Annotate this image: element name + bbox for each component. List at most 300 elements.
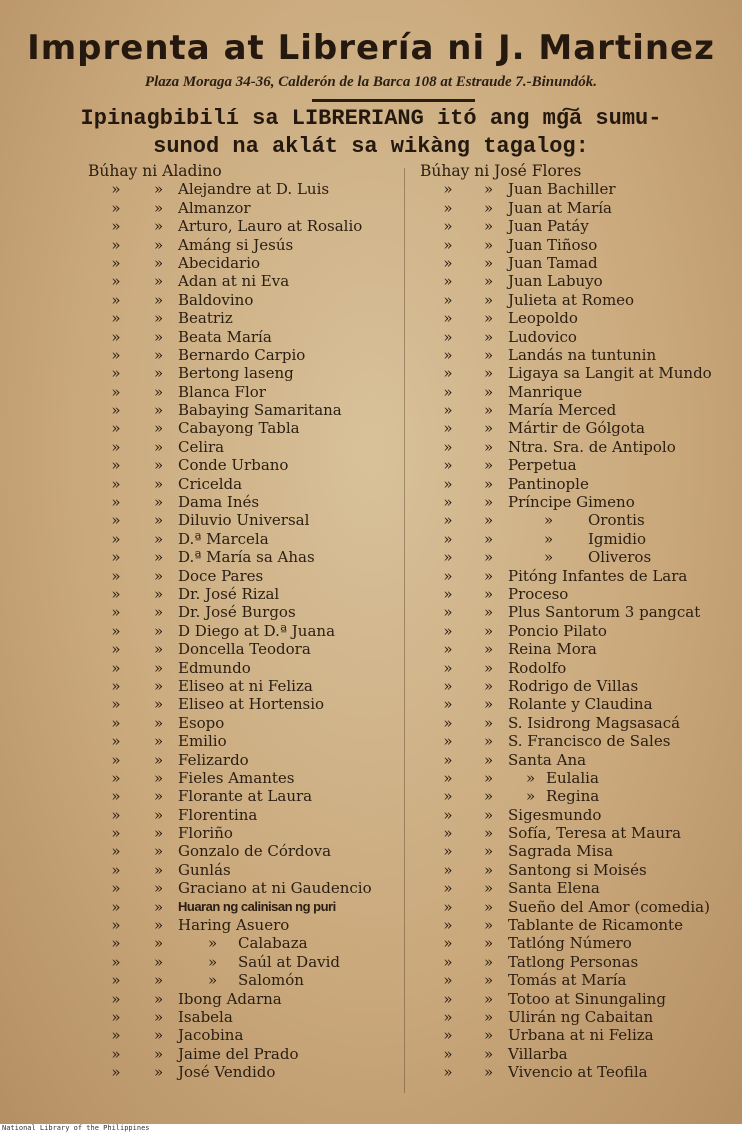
book-title: Igmidio [588,529,646,548]
book-entry [88,438,400,456]
book-title: Amáng si Jesús [178,235,294,254]
ditto-mark: » [111,989,121,1008]
book-title: Huaran ng calinisan ng puri [178,898,336,914]
ditto-mark: » [111,676,121,695]
ditto-mark: » [443,603,453,622]
book-title: Doce Pares [178,566,264,585]
book-title: Conde Urbano [178,456,289,475]
book-entry [88,346,400,364]
ditto-mark: » [443,916,453,935]
ditto-mark: » [111,971,121,990]
book-entry [420,419,740,437]
ditto-mark: » [484,419,494,438]
book-title: Juan Tiñoso [508,235,598,254]
ditto-mark: » [154,180,164,199]
ditto-mark: » [484,382,494,401]
book-entry [420,971,740,989]
ditto-mark: » [484,860,494,879]
ditto-mark: » [443,860,453,879]
book-title: Eliseo at Hortensio [178,695,325,714]
book-entry [88,842,400,860]
ditto-mark: » [154,198,164,217]
book-entry [420,236,740,254]
book-title: Sagrada Misa [508,842,614,861]
book-entry [88,236,400,254]
book-entry [420,695,740,713]
book-entry [420,217,740,235]
book-title: Dr. José Burgos [178,603,296,622]
book-entry [420,622,740,640]
ditto-mark: » [443,1063,453,1082]
book-entry [88,695,400,713]
book-entry [88,567,400,585]
book-entry [420,585,740,603]
ditto-mark: » [111,768,121,787]
ditto-mark: » [443,713,453,732]
ditto-mark: » [111,824,121,843]
ditto-mark: » [443,217,453,236]
ditto-mark: » [484,621,494,640]
ditto-mark: » [484,1044,494,1063]
ditto-mark: » [443,511,453,530]
book-title: Tomás at María [508,971,627,990]
ditto-mark: » [111,235,121,254]
book-entry [420,732,740,750]
ditto-mark: » [111,695,121,714]
book-title: Tatlong Personas [508,952,639,971]
book-title: Mártir de Gólgota [508,419,645,438]
ditto-mark: » [443,842,453,861]
book-title: Beatriz [178,309,233,328]
ditto-mark: » [484,934,494,953]
ditto-mark: » [111,290,121,309]
book-entry [420,383,740,401]
ditto-mark: » [154,934,164,953]
book-entry [88,769,400,787]
book-title: Plus Santorum 3 pangcat [508,603,701,622]
book-title: S. Isidrong Magsasacá [508,713,681,732]
ditto-mark: » [484,916,494,935]
book-entry [88,456,400,474]
book-entry [88,751,400,769]
ditto-mark: » [443,952,453,971]
book-title: Abecidario [178,253,261,272]
book-title: Manrique [508,382,583,401]
ditto-mark: » [154,676,164,695]
book-entry [420,1008,740,1026]
ditto-mark: » [443,345,453,364]
book-title: Santa Ana [508,750,587,769]
ditto-mark: » [208,971,218,990]
ditto-mark: » [484,695,494,714]
ditto-mark: » [484,879,494,898]
book-title: Juan Tamad [508,253,598,272]
book-entry [88,419,400,437]
book-entry [88,1063,400,1081]
ditto-mark: » [443,787,453,806]
ditto-mark: » [154,235,164,254]
book-title: Cricelda [178,474,243,493]
book-entry [420,291,740,309]
ditto-mark: » [484,750,494,769]
book-title: Reina Mora [508,640,597,659]
ditto-mark: » [484,787,494,806]
book-sub-entry [420,548,740,566]
book-entry [420,456,740,474]
ditto-mark: » [443,897,453,916]
ditto-mark: » [484,584,494,603]
book-entry [420,916,740,934]
ditto-mark: » [154,493,164,512]
footer-credit-text: National Library of the Philippines [2,1124,150,1132]
book-entry [420,438,740,456]
ditto-mark: » [154,456,164,475]
book-entry [420,640,740,658]
ditto-mark: » [484,327,494,346]
book-title: Beata María [178,327,272,346]
list-heading [420,162,740,180]
ditto-mark: » [443,382,453,401]
ditto-mark: » [484,1007,494,1026]
ditto-mark: » [154,640,164,659]
book-title: María Merced [508,401,617,420]
ditto-mark: » [154,1044,164,1063]
ditto-mark: » [208,934,218,953]
ditto-mark: » [111,713,121,732]
book-sub-entry [88,971,400,989]
ditto-mark: » [154,971,164,990]
book-entry [420,824,740,842]
book-title: Florentina [178,805,258,824]
ditto-mark: » [484,493,494,512]
intro-line-1: Ipinagbibilí sa LIBRERIANG itó ang mg͠a sumu- [80,106,662,131]
book-entry [88,401,400,419]
book-title: Adan at ni Eva [178,272,290,291]
ditto-mark: » [484,1026,494,1045]
book-title: D.ª Marcela [178,529,269,548]
book-title: Esopo [178,713,225,732]
ditto-mark: » [154,290,164,309]
ditto-mark: » [443,493,453,512]
book-entry [420,475,740,493]
book-title: Landás na tuntunin [508,345,657,364]
book-entry [88,640,400,658]
book-title: Calabaza [238,934,308,953]
book-entry [420,879,740,897]
book-entry [88,677,400,695]
book-title: Almanzor [178,198,251,217]
book-title: Diluvio Universal [178,511,310,530]
ditto-mark: » [111,787,121,806]
ditto-mark: » [154,713,164,732]
book-entry [88,309,400,327]
book-entry [88,475,400,493]
ditto-mark: » [443,309,453,328]
book-title: Eliseo at ni Feliza [178,676,313,695]
book-entry [420,934,740,952]
book-entry [420,346,740,364]
book-title: Regina [546,787,600,806]
ditto-mark: » [484,603,494,622]
book-entry [88,217,400,235]
book-title: Felizardo [178,750,249,769]
ditto-mark: » [484,768,494,787]
book-sub-entry [420,511,740,529]
ditto-mark: » [443,989,453,1008]
book-title: Graciano at ni Gaudencio [178,879,372,898]
ditto-mark: » [154,879,164,898]
ditto-mark: » [111,584,121,603]
book-title: Baldovino [178,290,254,309]
book-entry [420,603,740,621]
book-entry [88,990,400,1008]
book-entry [88,254,400,272]
book-title: Florante at Laura [178,787,313,806]
ditto-mark: » [443,364,453,383]
ditto-mark: » [484,529,494,548]
book-title: Tablante de Ricamonte [508,916,683,935]
book-title: Julieta at Romeo [508,290,635,309]
ditto-mark: » [484,456,494,475]
ditto-mark: » [484,309,494,328]
ditto-mark: » [443,566,453,585]
book-title: Sigesmundo [508,805,602,824]
ditto-mark: » [154,382,164,401]
book-entry [420,1063,740,1081]
ditto-mark: » [484,805,494,824]
right-book-list [420,162,740,1082]
ditto-mark: » [484,658,494,677]
book-title: Vivencio at Teofila [508,1063,648,1082]
ditto-mark: » [484,253,494,272]
ditto-mark: » [443,584,453,603]
book-title: Juan Labuyo [508,272,603,291]
ditto-mark: » [484,713,494,732]
ditto-mark: » [111,419,121,438]
ditto-mark: » [484,217,494,236]
book-title: Bernardo Carpio [178,345,306,364]
book-title: Villarba [508,1044,568,1063]
book-title: Doncella Teodora [178,640,311,659]
ditto-mark: » [154,345,164,364]
ditto-mark: » [484,474,494,493]
ditto-mark: » [526,768,536,787]
ditto-mark: » [111,529,121,548]
ditto-mark: » [154,732,164,751]
left-book-list [88,162,400,1082]
book-entry [420,659,740,677]
book-title: Dr. José Rizal [178,584,280,603]
book-entry [88,898,400,916]
book-title: Santong si Moisés [508,860,647,879]
column-divider [404,168,405,1093]
ditto-mark: » [484,566,494,585]
ditto-mark: » [154,1007,164,1026]
ditto-mark: » [154,1063,164,1082]
ditto-mark: » [484,198,494,217]
ditto-mark: » [111,897,121,916]
ditto-mark: » [111,621,121,640]
ditto-mark: » [154,750,164,769]
book-sub-entry [420,530,740,548]
intro-line-2: sunod na aklát sa wikàng tagalog: [153,134,589,159]
ditto-mark: » [154,860,164,879]
book-entry [88,180,400,198]
book-title: Rolante y Claudina [508,695,653,714]
ditto-mark: » [526,787,536,806]
book-title: Ibong Adarna [178,989,282,1008]
ditto-mark: » [111,364,121,383]
ditto-mark: » [443,1007,453,1026]
ditto-mark: » [484,511,494,530]
ditto-mark: » [154,401,164,420]
ditto-mark: » [154,805,164,824]
book-title: D.ª María sa Ahas [178,548,315,567]
ditto-mark: » [111,860,121,879]
ditto-mark: » [111,198,121,217]
ditto-mark: » [154,437,164,456]
book-title: Pitóng Infantes de Lara [508,566,688,585]
ditto-mark: » [111,456,121,475]
title-divider [312,99,475,102]
ditto-mark: » [154,658,164,677]
ditto-mark: » [443,621,453,640]
ditto-mark: » [154,529,164,548]
ditto-mark: » [484,1063,494,1082]
book-entry [420,677,740,695]
ditto-mark: » [111,640,121,659]
book-title: Perpetua [508,456,577,475]
book-entry [88,787,400,805]
book-title: D Diego at D.ª Juana [178,621,336,640]
ditto-mark: » [154,217,164,236]
book-entry [88,1045,400,1063]
book-entry [88,328,400,346]
ditto-mark: » [443,732,453,751]
book-title: Gonzalo de Córdova [178,842,332,861]
book-title: Gunlás [178,860,231,879]
book-title: Leopoldo [508,309,578,328]
ditto-mark: » [443,1044,453,1063]
book-title: Sueño del Amor (comedia) [508,897,710,916]
ditto-mark: » [484,897,494,916]
book-title: Oliveros [588,548,652,567]
book-entry [420,806,740,824]
book-entry [420,898,740,916]
ditto-mark: » [111,217,121,236]
book-title: Juan Bachiller [508,180,616,199]
book-title: Blanca Flor [178,382,266,401]
ditto-mark: » [154,768,164,787]
ditto-mark: » [111,603,121,622]
book-entry [420,567,740,585]
book-sub-entry [88,953,400,971]
ditto-mark: » [154,474,164,493]
ditto-mark: » [154,511,164,530]
book-title: Orontis [588,511,645,530]
ditto-mark: » [154,621,164,640]
book-entry [420,309,740,327]
ditto-mark: » [443,934,453,953]
ditto-mark: » [111,437,121,456]
book-title: Salomón [238,971,304,990]
ditto-mark: » [154,253,164,272]
book-title: Totoo at Sinungaling [508,989,666,1008]
ditto-mark: » [154,897,164,916]
ditto-mark: » [154,1026,164,1045]
ditto-mark: » [544,529,554,548]
book-entry [420,1045,740,1063]
ditto-mark: » [154,566,164,585]
book-entry [88,714,400,732]
book-entry [88,272,400,290]
ditto-mark: » [154,364,164,383]
ditto-mark: » [111,1026,121,1045]
ditto-mark: » [154,695,164,714]
book-title: Jaime del Prado [178,1044,299,1063]
ditto-mark: » [111,511,121,530]
book-sub-entry [88,934,400,952]
book-title: Pantinople [508,474,589,493]
book-entry [420,254,740,272]
ditto-mark: » [484,640,494,659]
ditto-mark: » [484,401,494,420]
ditto-mark: » [443,272,453,291]
book-title: Urbana at ni Feliza [508,1026,654,1045]
book-title: Juan at María [508,198,612,217]
ditto-mark: » [443,768,453,787]
ditto-mark: » [111,345,121,364]
ditto-mark: » [154,952,164,971]
ditto-mark: » [154,842,164,861]
ditto-mark: » [154,548,164,567]
publisher-address: Plaza Moraga 34-36, Calderón de la Barca 108 at Estraude 7.-Binundók. [144,74,598,90]
ditto-mark: » [443,805,453,824]
ditto-mark: » [484,548,494,567]
ditto-mark: » [484,345,494,364]
book-title: Búhay ni José Flores [420,162,582,180]
ditto-mark: » [443,658,453,677]
ditto-mark: » [154,272,164,291]
book-title: Babaying Samaritana [178,401,342,420]
ditto-mark: » [484,842,494,861]
book-entry [420,199,740,217]
book-entry [88,548,400,566]
book-entry [420,272,740,290]
book-title: Saúl at David [238,952,341,971]
ditto-mark: » [154,584,164,603]
book-entry [88,824,400,842]
book-entry [88,364,400,382]
book-entry [420,1026,740,1044]
ditto-mark: » [544,511,554,530]
book-title: Rodolfo [508,658,567,677]
ditto-mark: » [208,952,218,971]
book-entry [88,806,400,824]
book-title: Jacobina [178,1026,244,1045]
book-title: Alejandre at D. Luis [178,180,330,199]
ditto-mark: » [111,805,121,824]
ditto-mark: » [111,934,121,953]
ditto-mark: » [111,1044,121,1063]
ditto-mark: » [484,272,494,291]
ditto-mark: » [154,309,164,328]
ditto-mark: » [154,916,164,935]
book-entry [420,364,740,382]
ditto-mark: » [484,180,494,199]
book-title: Celira [178,437,225,456]
ditto-mark: » [484,364,494,383]
